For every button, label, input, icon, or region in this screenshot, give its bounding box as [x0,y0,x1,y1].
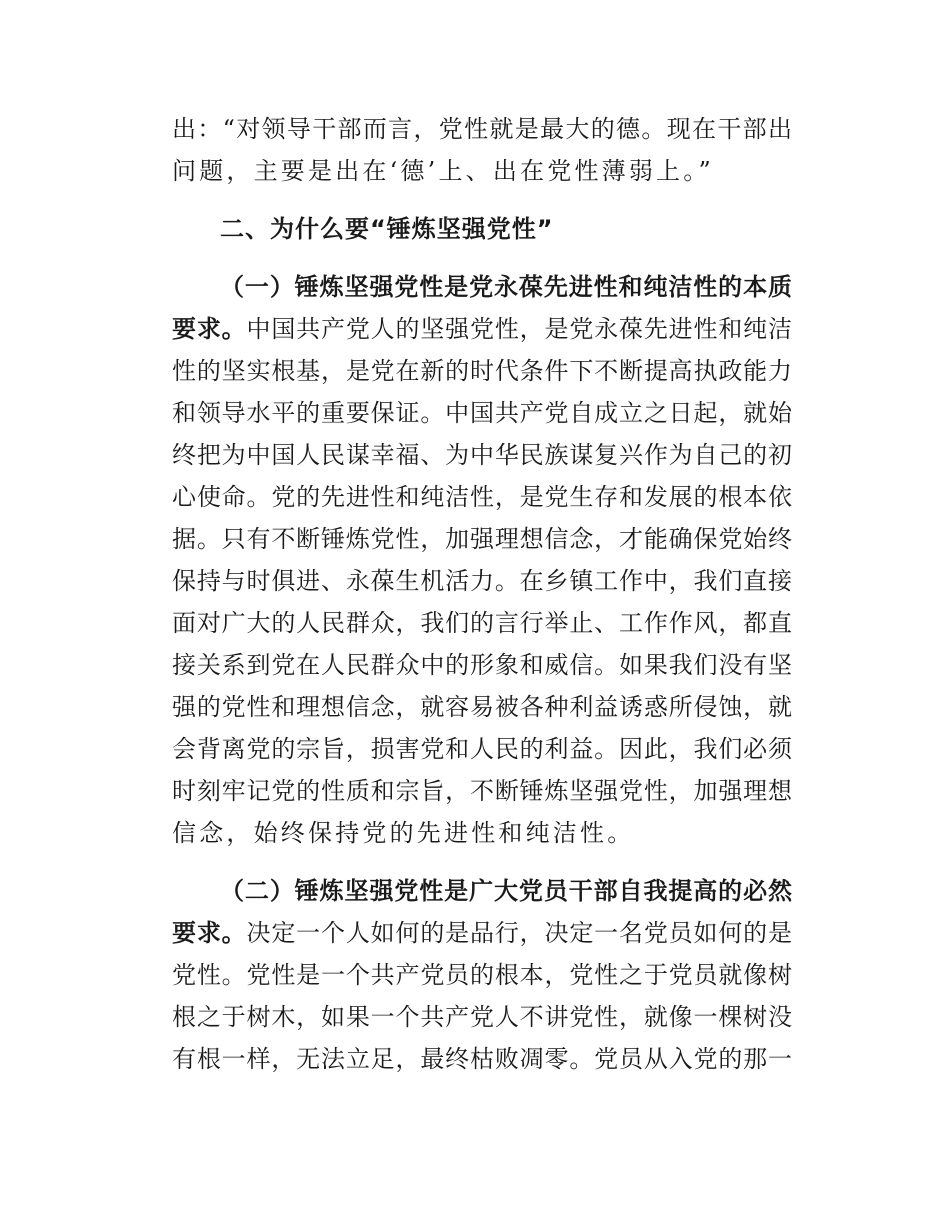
section-heading: 二、为什么要“锤炼坚强党性” [220,215,554,243]
text-line: 保持与时俱进、永葆生机活力。在乡镇工作中，我们直接 [172,567,792,595]
text-line: 有根一样，无法立足，最终枯败凋零。党员从入党的那一 [172,1045,792,1073]
text-line: 面对广大的人民群众，我们的言行举止、工作作风，都直 [172,609,792,637]
text-line: 时刻牢记党的性质和宗旨，不断锤炼坚强党性，加强理想 [172,777,792,805]
subheading-tail: 要求。 [172,919,247,947]
subheading-line: （二）锤炼坚强党性是广大党员干部自我提高的必然 [220,877,792,905]
text-line: 出：“对领导干部而言，党性就是最大的德。现在干部出 [172,115,792,143]
text-line [172,918,792,948]
text-line: 接关系到党在人民群众中的形象和威信。如果我们没有坚 [172,651,792,679]
text-line: 性的坚实根基，是党在新的时代条件下不断提高执政能力 [172,357,792,385]
text-line: 终把为中国人民谋幸福、为中华民族谋复兴作为自己的初 [172,441,792,469]
text-line: 问题，主要是出在‘德’上、出在党性薄弱上。” [172,157,714,185]
text-line: 心使命。党的先进性和纯洁性，是党生存和发展的根本依 [172,483,792,511]
text-run: 决定一个人如何的是品行，决定一名党员如何的是 [246,919,792,947]
subheading-line: （一）锤炼坚强党性是党永葆先进性和纯洁性的本质 [220,273,792,301]
text-line [172,314,792,344]
text-line: 根之于树木，如果一个共产党人不讲党性，就像一棵树没 [172,1003,792,1031]
subheading-tail: 要求。 [172,315,247,343]
text-line: 信念，始终保持党的先进性和纯洁性。 [172,819,635,847]
text-line: 和领导水平的重要保证。中国共产党自成立之日起，就始 [172,399,792,427]
text-line: 党性。党性是一个共产党员的根本，党性之于党员就像树 [172,961,792,989]
text-line: 强的党性和理想信念，就容易被各种利益诱惑所侵蚀，就 [172,693,792,721]
text-line: 据。只有不断锤炼党性，加强理想信念，才能确保党始终 [172,525,792,553]
text-run: 中国共产党人的坚强党性，是党永葆先进性和纯洁 [246,315,792,343]
text-line: 会背离党的宗旨，损害党和人民的利益。因此，我们必须 [172,735,792,763]
